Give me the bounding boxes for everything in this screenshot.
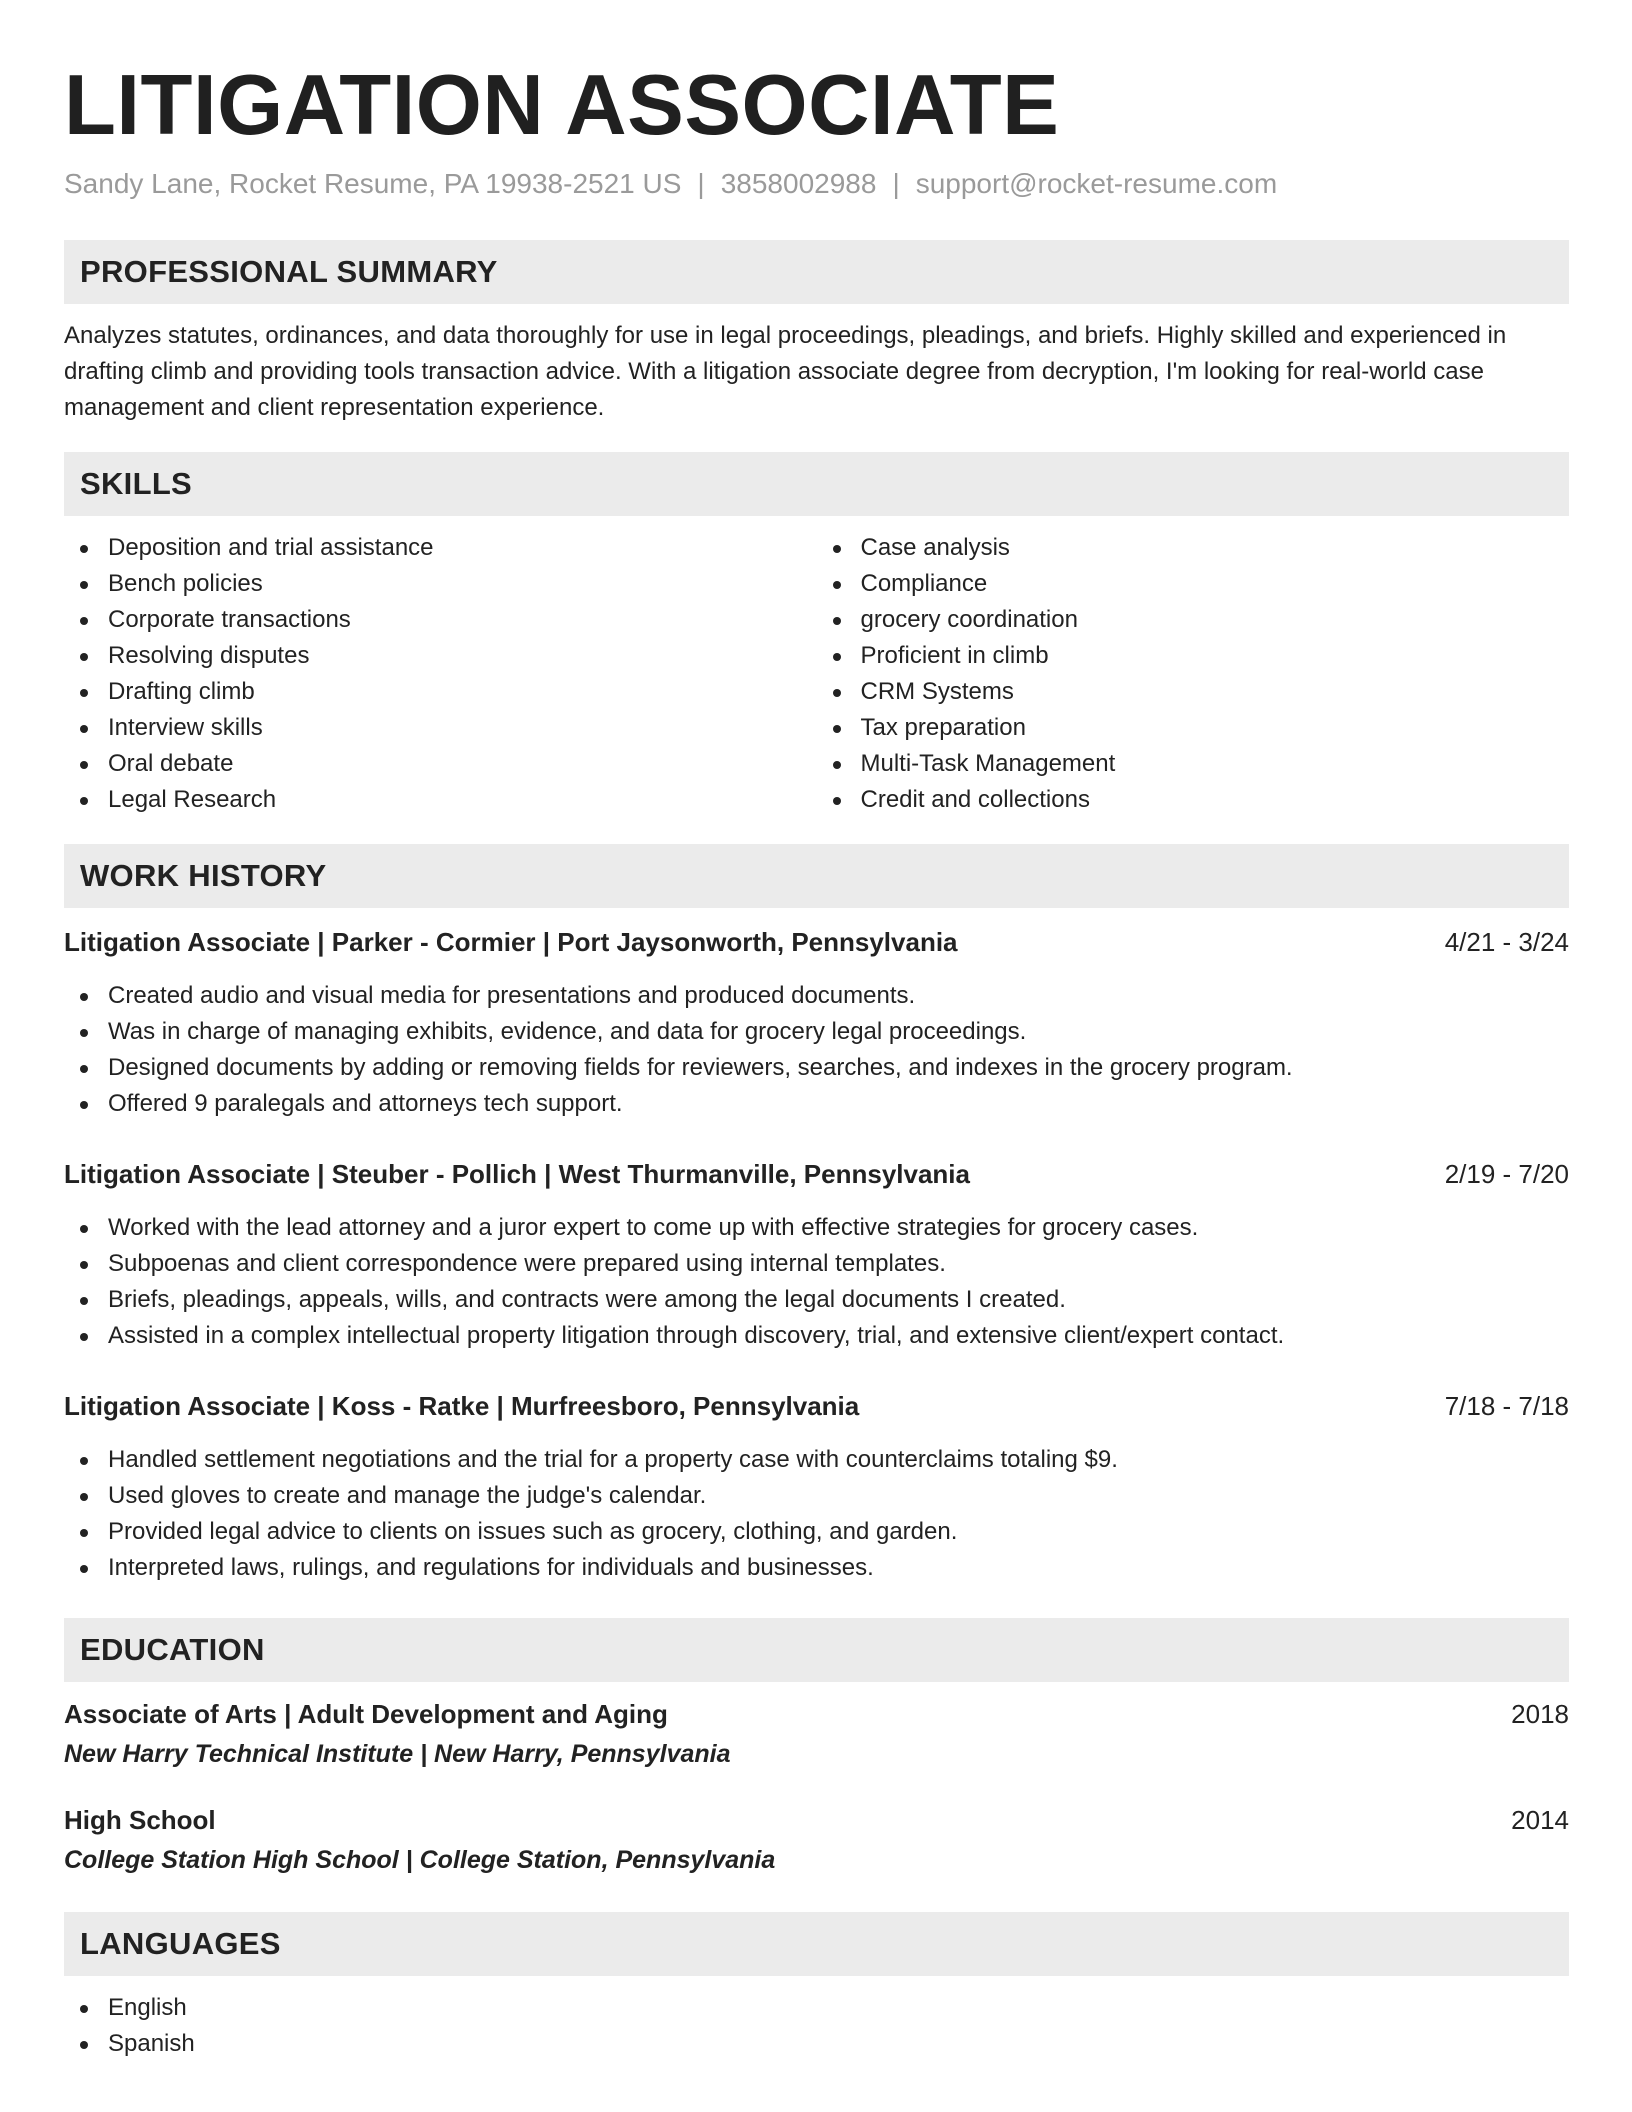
section-heading-work-history: WORK HISTORY (64, 844, 1569, 908)
job-bullet: Created audio and visual media for presentations and produced documents. (64, 978, 1569, 1014)
job-title: Litigation Associate | Steuber - Pollich | West Thurmanville, Pennsylvania (64, 1159, 970, 1189)
job-bullets (64, 1442, 1569, 1586)
job-entry (64, 924, 1569, 1122)
job-bullet: Briefs, pleadings, appeals, wills, and contracts were among the legal documents I created. (64, 1282, 1569, 1318)
job-entry (64, 1156, 1569, 1354)
skill-item: Interview skills (64, 710, 817, 746)
education-entry (64, 1696, 1569, 1772)
job-bullet: Used gloves to create and manage the judge's calendar. (64, 1478, 1569, 1514)
skill-item: Tax preparation (817, 710, 1570, 746)
skill-item: Bench policies (64, 566, 817, 602)
contact-line (64, 166, 1569, 202)
job-bullets (64, 978, 1569, 1122)
skill-item: Multi-Task Management (817, 746, 1570, 782)
contact-phone: 3858002988 (720, 168, 877, 199)
job-bullet: Subpoenas and client correspondence were prepared using internal templates. (64, 1246, 1569, 1282)
skill-item: grocery coordination (817, 602, 1570, 638)
skill-item: Credit and collections (817, 782, 1570, 818)
job-bullet: Assisted in a complex intellectual property litigation through discovery, trial, and extensive client/expert contact. (64, 1318, 1569, 1354)
job-dates: 2/19 - 7/20 (1444, 1159, 1569, 1189)
job-dates: 7/18 - 7/18 (1444, 1391, 1569, 1421)
job-bullet: Provided legal advice to clients on issues such as grocery, clothing, and garden. (64, 1514, 1569, 1550)
skills-column-right (817, 530, 1570, 818)
job-bullet: Worked with the lead attorney and a juror expert to come up with effective strategies for grocery cases. (64, 1210, 1569, 1246)
education-degree: Associate of Arts | Adult Development and Aging (64, 1699, 668, 1729)
education-degree: High School (64, 1805, 216, 1835)
education-header (64, 1802, 1569, 1838)
contact-separator: | (892, 168, 900, 199)
education-school: New Harry Technical Institute | New Harry, Pennsylvania (64, 1740, 731, 1768)
job-entry (64, 1388, 1569, 1586)
job-bullet: Handled settlement negotiations and the trial for a property case with counterclaims totaling $9. (64, 1442, 1569, 1478)
education-entry (64, 1802, 1569, 1878)
skill-item: Legal Research (64, 782, 817, 818)
job-title: Litigation Associate | Parker - Cormier | Port Jaysonworth, Pennsylvania (64, 927, 958, 957)
skill-item: Deposition and trial assistance (64, 530, 817, 566)
section-heading-skills: SKILLS (64, 452, 1569, 516)
languages-list (64, 1990, 1569, 2062)
summary-text: Analyzes statutes, ordinances, and data thoroughly for use in legal proceedings, pleadings, and briefs. Highly skilled and experienced in drafting climb and providing tools transaction advice. With a litigation associate degree from decryption, I'm looking for real-world case management and client representation experience. (64, 322, 1507, 421)
job-bullets (64, 1210, 1569, 1354)
job-bullet: Was in charge of managing exhibits, evidence, and data for grocery legal proceedings. (64, 1014, 1569, 1050)
language-item: Spanish (64, 2026, 1569, 2062)
education-header (64, 1696, 1569, 1732)
education-year: 2018 (1511, 1699, 1569, 1729)
job-header (64, 1388, 1569, 1424)
skill-item: Corporate transactions (64, 602, 817, 638)
language-item: English (64, 1990, 1569, 2026)
resume-name-title: LITIGATION ASSOCIATE (64, 58, 1060, 153)
job-bullet: Offered 9 paralegals and attorneys tech support. (64, 1086, 1569, 1122)
job-bullet: Designed documents by adding or removing fields for reviewers, searches, and indexes in the grocery program. (64, 1050, 1569, 1086)
skill-item: Case analysis (817, 530, 1570, 566)
skills-list (64, 530, 1569, 818)
contact-email: support@rocket-resume.com (915, 168, 1278, 199)
skill-item: Oral debate (64, 746, 817, 782)
job-title: Litigation Associate | Koss - Ratke | Murfreesboro, Pennsylvania (64, 1391, 860, 1421)
job-header (64, 924, 1569, 960)
contact-address: Sandy Lane, Rocket Resume, PA 19938-2521 US (64, 168, 682, 199)
skill-item: Drafting climb (64, 674, 817, 710)
section-heading-education: EDUCATION (64, 1618, 1569, 1682)
job-header (64, 1156, 1569, 1192)
section-heading-languages: LANGUAGES (64, 1912, 1569, 1976)
skills-column-left (64, 530, 817, 818)
job-dates: 4/21 - 3/24 (1444, 927, 1569, 957)
education-school: College Station High School | College Station, Pennsylvania (64, 1846, 776, 1874)
education-year: 2014 (1511, 1805, 1569, 1835)
skill-item: Proficient in climb (817, 638, 1570, 674)
skill-item: Resolving disputes (64, 638, 817, 674)
job-bullet: Interpreted laws, rulings, and regulations for individuals and businesses. (64, 1550, 1569, 1586)
skill-item: Compliance (817, 566, 1570, 602)
section-heading-summary: PROFESSIONAL SUMMARY (64, 240, 1569, 304)
skill-item: CRM Systems (817, 674, 1570, 710)
contact-separator: | (697, 168, 705, 199)
